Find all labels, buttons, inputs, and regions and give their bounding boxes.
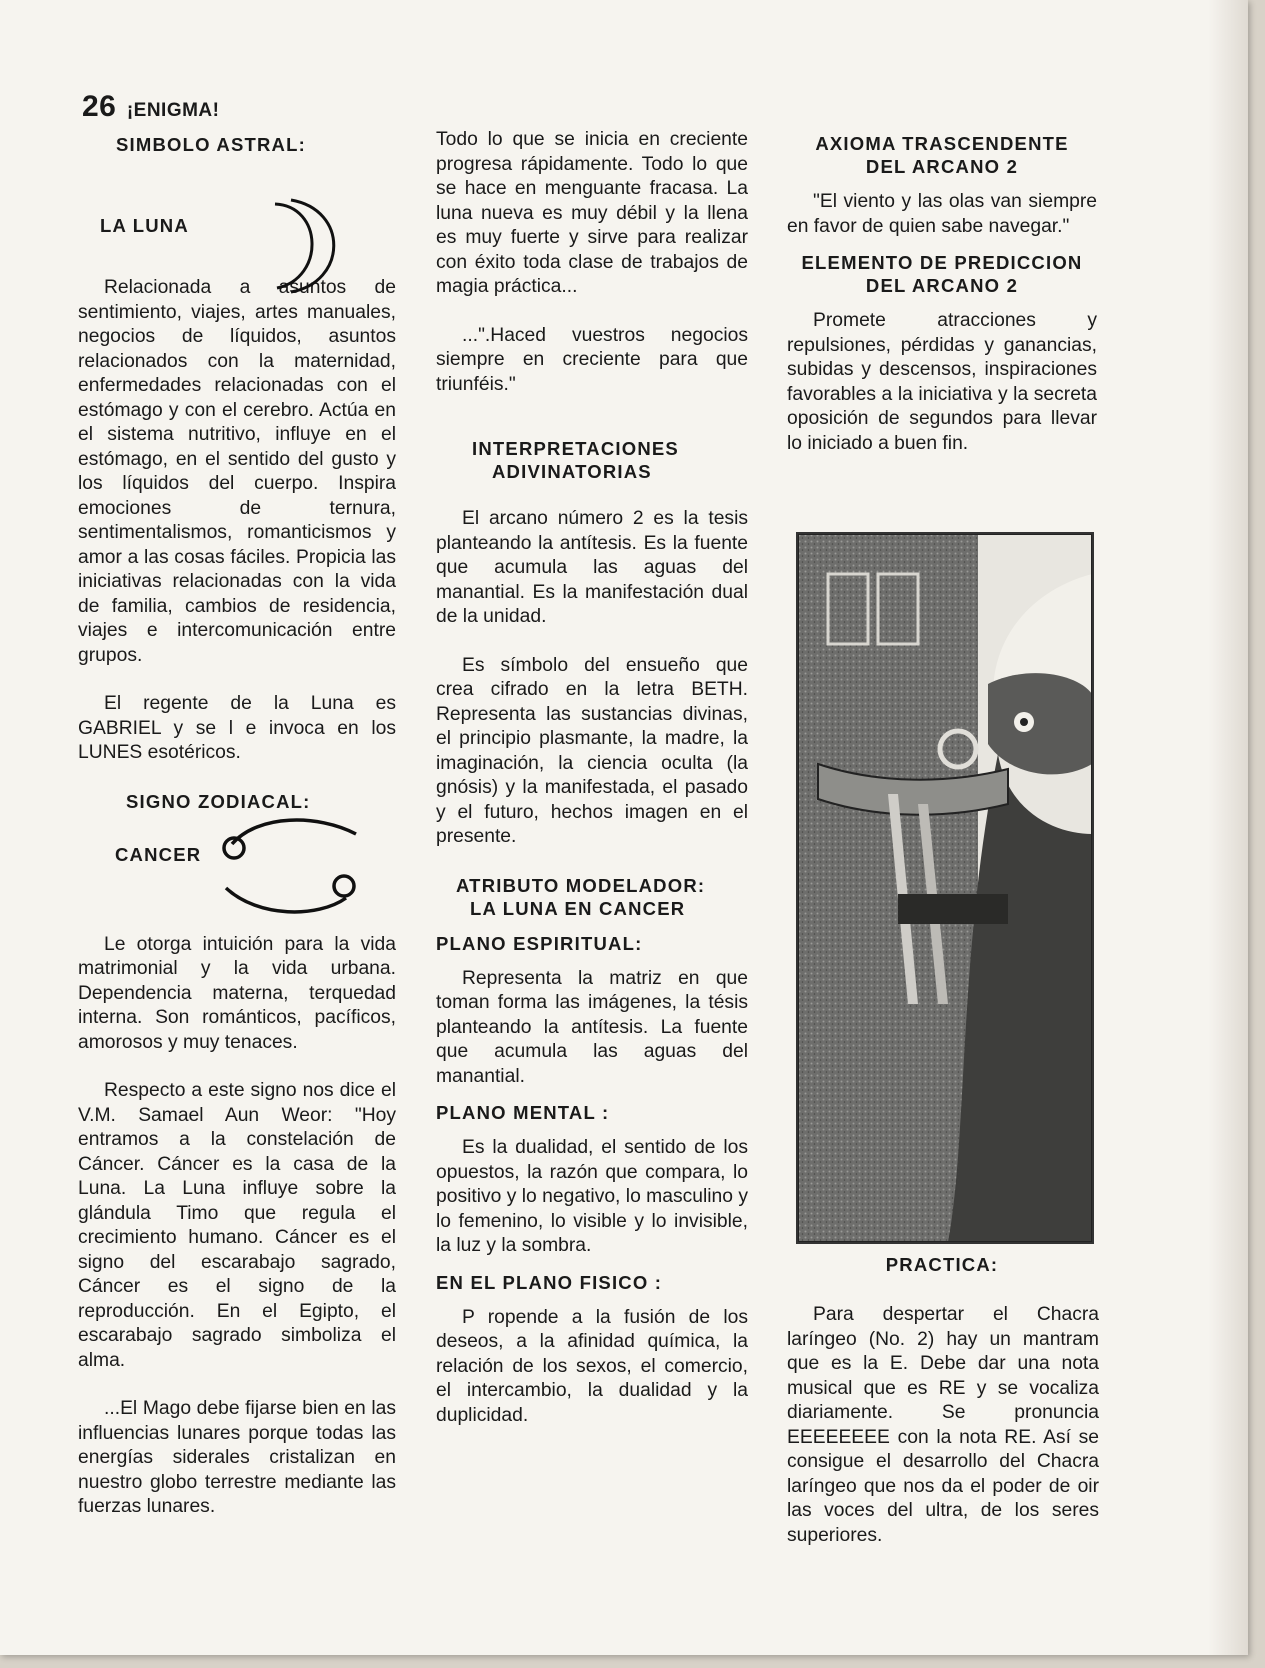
axioma-heading: AXIOMA TRASCENDENTE bbox=[815, 133, 1069, 154]
signo-zodiacal-heading: SIGNO ZODIACAL: bbox=[126, 790, 311, 812]
elemento-heading: ELEMENTO DE PREDICCION bbox=[801, 252, 1083, 273]
page-number: 26 bbox=[82, 90, 117, 123]
column-2 bbox=[436, 128, 748, 1428]
luna-description: Relacionada a asuntos de sentimiento, viajes, artes manuales, negocios de líquidos, asuntos relacionados con la maternidad, enfermedades relacionadas con el estómago y con el cerebro. Actúa en el sistema nutritivo, influye en el estómago, en el sentido del gusto y los líquidos del cuerpo. Inspira emociones de ternura, sentimentalismos, romanticismos y amor a las cosas fáciles. Propicia las iniciativas relacionadas con la vida de familia, cambios de residencia, viajes e intercomunicación entre grupos. bbox=[78, 277, 396, 666]
samael-quote: Respecto a este signo nos dice el V.M. Samael Aun Weor: "Hoy entramos a la constelación de Cáncer. Cáncer es la casa de la Luna. La Luna influye sobre la glándula Timo que regula el crecimiento humano. Cáncer es el signo del escarabajo sagrado, Cáncer es el signo de la reproducción. En el Egipto, el escarabajo sagrado simboliza el alma. bbox=[78, 1080, 396, 1371]
column-1 bbox=[78, 133, 396, 1520]
egyptian-horus-illustration bbox=[796, 532, 1094, 1244]
page-header bbox=[82, 90, 219, 124]
atributo-heading: ATRIBUTO MODELADOR: bbox=[456, 874, 706, 896]
la-luna-label: LA LUNA bbox=[100, 215, 189, 236]
luna-en-cancer-heading: LA LUNA EN CANCER bbox=[470, 897, 686, 919]
espiritual-paragraph: Representa la matriz en que toman forma las imágenes, la tésis planteando la antítesis. La fuente que acumula las aguas del manantial. bbox=[436, 967, 748, 1087]
mental-paragraph: Es la dualidad, el sentido de los opuestos, la razón que compara, lo positivo y lo negativo, lo masculino y lo femenino, lo visible y lo invisible, la luz y la sombra. bbox=[436, 1137, 748, 1256]
arcano-paragraph: El arcano número 2 es la tesis planteando la antítesis. Es la fuente que acumula las aguas del manantial. Es la manifestación dual de la unidad. bbox=[436, 508, 748, 627]
practica-paragraph: Para despertar el Chacra laríngeo (No. 2) hay un mantram que es la E. Debe dar una nota musical que es RE y se vocaliza diariamente. Se pronuncia EEEEEEEE con la nota RE. Así se consigue el desarrollo del Chacra laríngeo que nos da el poder de oir las voces del ultra, de los seres superiores. bbox=[787, 1304, 1099, 1546]
axioma-quote: "El viento y las olas van siempre en favor de quien sabe navegar." bbox=[787, 191, 1097, 237]
negocios-paragraph: ...".Haced vuestros negocios siempre en creciente para que triunféis." bbox=[436, 324, 748, 395]
regente-paragraph: El regente de la Luna es GABRIEL y se l e invoca en los LUNES esotéricos. bbox=[78, 693, 396, 763]
plano-espiritual-heading: PLANO ESPIRITUAL: bbox=[436, 932, 643, 954]
prediccion-paragraph: Promete atracciones y repulsiones, pérdidas y ganancias, subidas y descensos, inspiraciones favorables a la iniciativa y la secreta oposición de segundos para llevar lo iniciado a buen fin. bbox=[787, 310, 1097, 454]
simbolo-astral-heading: SIMBOLO ASTRAL: bbox=[116, 134, 306, 155]
beth-paragraph: Es símbolo del ensueño que crea cifrado en la letra BETH. Representa las sustancias divinas, el principio plasmante, la madre, la imaginación, la ciencia oculta (la gnósis) y la manifestada, el pasado y el futuro, hechos imagen en el presente. bbox=[436, 654, 748, 847]
practica-heading: PRACTICA: bbox=[885, 1254, 999, 1275]
fisico-paragraph: P ropende a la fusión de los deseos, a la afinidad química, la relación de los sexos, el comercio, el intercambio, la dualidad y la duplicidad. bbox=[436, 1306, 748, 1426]
cancer-glyph-icon bbox=[218, 816, 368, 926]
crescent-moon-icon bbox=[263, 196, 343, 296]
adivinatorias-heading: ADIVINATORIAS bbox=[492, 461, 652, 482]
cancer-symbol-row bbox=[78, 813, 396, 933]
elemento-subheading: DEL ARCANO 2 bbox=[865, 275, 1019, 296]
axioma-subheading: DEL ARCANO 2 bbox=[865, 156, 1019, 177]
mago-paragraph: ...El Mago debe fijarse bien en las influencias lunares porque todas las energías siderales cristalizan en nuestro globo terrestre mediante las fuerzas lunares. bbox=[78, 1398, 396, 1517]
page-edge-shadow bbox=[1208, 0, 1248, 1655]
cancer-description: Le otorga intuición para la vida matrimonial y la vida urbana. Dependencia materna, terquedad interna. Son románticos, pacíficos, amorosos y muy tenaces. bbox=[78, 933, 396, 1053]
plano-mental-heading: PLANO MENTAL : bbox=[436, 1102, 610, 1123]
creciente-paragraph: Todo lo que se inicia en creciente progresa rápidamente. Todo lo que se hace en menguante fracasa. La luna nueva es muy débil y la llena es muy fuerte y sirve para realizar con éxito toda clase de trabajos de magia práctica... bbox=[436, 129, 748, 297]
magazine-title: ¡ENIGMA! bbox=[126, 100, 220, 121]
interpretaciones-heading: INTERPRETACIONES bbox=[472, 438, 679, 459]
column-3 bbox=[787, 132, 1097, 456]
cancer-label: CANCER bbox=[115, 843, 202, 865]
moon-symbol-row bbox=[78, 156, 396, 276]
plano-fisico-heading: EN EL PLANO FISICO : bbox=[436, 1271, 663, 1293]
